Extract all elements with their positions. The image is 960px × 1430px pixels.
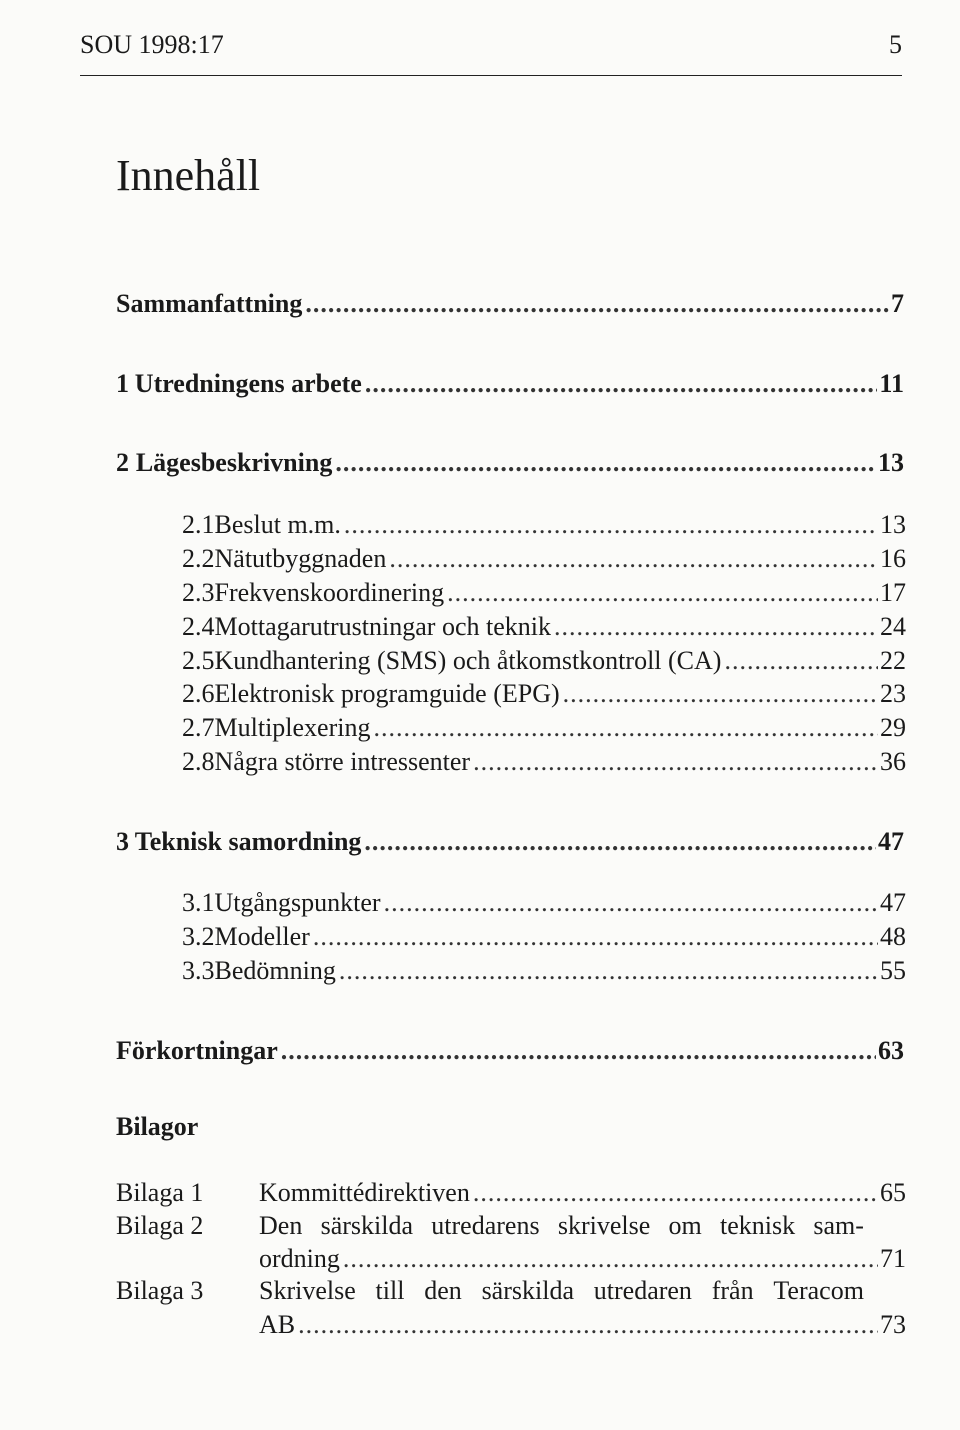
toc-entry-page: 22 xyxy=(880,646,906,675)
toc-entry-label: Kommittédirektiven xyxy=(259,1178,470,1207)
toc-entry-number: 2.1 xyxy=(182,510,215,539)
toc-entry-bilaga-1[interactable] xyxy=(259,1176,906,1210)
toc-entry-label: Kundhantering (SMS) och åtkomstkontroll (CA) xyxy=(214,646,722,675)
toc-entry-number: 2.3 xyxy=(182,578,215,607)
dot-leader xyxy=(344,508,878,542)
toc-entry-2-3[interactable] xyxy=(182,576,906,610)
toc-entry-2-6[interactable] xyxy=(182,677,906,711)
word: särskilda xyxy=(320,1211,414,1240)
toc-entry-page: 47 xyxy=(878,827,904,856)
word: sam- xyxy=(813,1211,864,1240)
toc-entry-page: 47 xyxy=(880,888,906,917)
word: Skrivelse xyxy=(259,1276,356,1305)
toc-entry-label: Modeller xyxy=(214,922,310,951)
toc-entry-page: 36 xyxy=(880,747,906,776)
toc-entry-number: 3.1 xyxy=(182,888,215,917)
toc-entry-page: 16 xyxy=(880,544,906,573)
toc-entry-label: Några större intressenter xyxy=(214,747,471,776)
dot-leader xyxy=(473,1176,878,1210)
dot-leader xyxy=(298,1308,878,1342)
toc-entry-2-5[interactable] xyxy=(182,644,906,678)
word: den xyxy=(424,1276,462,1305)
word: särskilda xyxy=(481,1276,574,1305)
toc-entry-label: Beslut m.m. xyxy=(214,510,341,539)
toc-entry-number: 2.8 xyxy=(182,747,215,776)
word: skrivelse xyxy=(557,1211,651,1240)
dot-leader xyxy=(339,954,878,988)
dot-leader xyxy=(313,920,878,954)
toc-entry-sammanfattning[interactable] xyxy=(116,287,904,321)
word: teknisk xyxy=(720,1211,796,1240)
toc-entry-page: 24 xyxy=(880,612,906,641)
toc-entry-bilaga-3[interactable] xyxy=(259,1308,906,1342)
toc-entry-label: AB xyxy=(259,1310,296,1339)
dot-leader xyxy=(447,576,878,610)
toc-entry-3-1[interactable] xyxy=(182,886,906,920)
toc-entry-2-2[interactable] xyxy=(182,542,906,576)
toc-entry-label: Nätutbyggnaden xyxy=(214,544,387,573)
toc-entry-label: Förkortningar xyxy=(116,1036,278,1065)
toc-entry-number: 2.6 xyxy=(182,679,215,708)
toc-entry-label: Mottagarutrustningar och teknik xyxy=(214,612,551,641)
toc-entry-page: 13 xyxy=(878,448,904,477)
dot-leader xyxy=(365,367,878,401)
toc-entry-number: 2 xyxy=(116,448,129,477)
dot-leader xyxy=(364,825,876,859)
toc-entry-page: 23 xyxy=(880,679,906,708)
toc-entry-label: Multiplexering xyxy=(214,713,371,742)
toc-entry-label: Bedömning xyxy=(214,956,336,985)
toc-entry-page: 63 xyxy=(878,1036,904,1065)
toc-entry-3-2[interactable] xyxy=(182,920,906,954)
toc-entry-chapter-2[interactable] xyxy=(116,446,904,480)
toc-entry-chapter-1[interactable] xyxy=(116,367,904,401)
page-title: Innehåll xyxy=(116,151,261,200)
toc-entry-label: ordning xyxy=(259,1244,340,1273)
page-header xyxy=(80,28,902,62)
bilaga-3-number: Bilaga 3 xyxy=(116,1276,204,1305)
bilaga-2-number: Bilaga 2 xyxy=(116,1211,204,1240)
toc-entry-number: 3 xyxy=(116,827,129,856)
toc-entry-page: 55 xyxy=(880,956,906,985)
toc-entry-2-7[interactable] xyxy=(182,711,906,745)
toc-entry-label: Utgångspunkter xyxy=(214,888,381,917)
dot-leader xyxy=(335,446,876,480)
toc-entry-page: 17 xyxy=(880,578,906,607)
toc-entry-number: 2.5 xyxy=(182,646,215,675)
toc-entry-label: Lägesbeskrivning xyxy=(135,448,333,477)
header-rule xyxy=(80,75,902,76)
toc-entry-label: Utredningens arbete xyxy=(134,369,362,398)
page-number: 5 xyxy=(889,30,902,59)
toc-entry-page: 7 xyxy=(891,289,904,318)
toc-entry-number: 3.3 xyxy=(182,956,215,985)
toc-entry-number: 2.2 xyxy=(182,544,215,573)
toc-entry-label: Teknisk samordning xyxy=(134,827,362,856)
toc-entry-number: 2.4 xyxy=(182,612,215,641)
toc-entry-page: 71 xyxy=(880,1244,906,1273)
toc-entry-label: Elektronisk programguide (EPG) xyxy=(214,679,560,708)
toc-entry-page: 11 xyxy=(879,369,904,398)
dot-leader xyxy=(724,644,878,678)
bilagor-heading: Bilagor xyxy=(116,1112,199,1141)
word: Teracom xyxy=(773,1276,864,1305)
dot-leader xyxy=(554,610,878,644)
bilaga-1-number: Bilaga 1 xyxy=(116,1178,204,1207)
toc-entry-label: Frekvenskoordinering xyxy=(214,578,445,607)
toc-entry-page: 13 xyxy=(880,510,906,539)
word: till xyxy=(375,1276,405,1305)
toc-entry-2-4[interactable] xyxy=(182,610,906,644)
bilaga-2-line-1 xyxy=(259,1209,864,1243)
toc-entry-label: Sammanfattning xyxy=(116,289,303,318)
toc-entry-number: 1 xyxy=(116,369,129,398)
toc-entry-page: 48 xyxy=(880,922,906,951)
toc-entry-page: 29 xyxy=(880,713,906,742)
word: från xyxy=(711,1276,754,1305)
document-id: SOU 1998:17 xyxy=(80,30,224,59)
dot-leader xyxy=(384,886,878,920)
toc-entry-number: 3.2 xyxy=(182,922,215,951)
word: om xyxy=(668,1211,702,1240)
toc-entry-number: 2.7 xyxy=(182,713,215,742)
word: utredaren xyxy=(593,1276,692,1305)
toc-entry-chapter-3[interactable] xyxy=(116,825,904,859)
bilaga-3-line-1 xyxy=(259,1274,864,1308)
dot-leader xyxy=(305,287,889,321)
dot-leader xyxy=(343,1242,878,1276)
dot-leader xyxy=(563,677,878,711)
toc-entry-page: 65 xyxy=(880,1178,906,1207)
dot-leader xyxy=(373,711,878,745)
toc-entry-forkortningar[interactable] xyxy=(116,1034,904,1068)
toc-entry-page: 73 xyxy=(880,1310,906,1339)
dot-leader xyxy=(473,745,878,779)
dot-leader xyxy=(281,1034,876,1068)
toc-entry-2-8[interactable] xyxy=(182,745,906,779)
dot-leader xyxy=(389,542,878,576)
toc-entry-2-1[interactable] xyxy=(182,508,906,542)
toc-entry-3-3[interactable] xyxy=(182,954,906,988)
toc-entry-bilaga-2[interactable] xyxy=(259,1242,906,1276)
word: Den xyxy=(259,1211,303,1240)
word: utredarens xyxy=(431,1211,540,1240)
